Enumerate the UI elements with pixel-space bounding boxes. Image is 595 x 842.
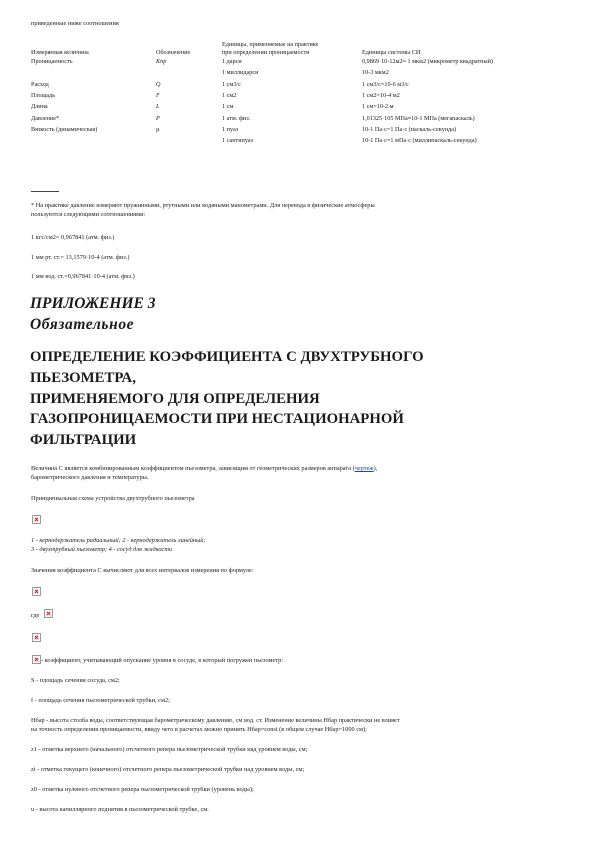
table-row xyxy=(31,137,592,148)
definition-hbar-1: Hбар - высота столба воды, соответствующая барометрическому давлению, см вод. ст. Изменение величины Hбар практически не влияет xyxy=(31,717,400,724)
heading-line: ПРИМЕНЯЕМОГО ДЛЯ ОПРЕДЕЛЕНИЯ xyxy=(30,390,320,407)
broken-image-icon xyxy=(32,633,41,642)
table-cell: 1 см xyxy=(222,103,234,111)
table-row xyxy=(31,69,592,80)
table-header-cell: Единицы системы СИ xyxy=(362,48,421,56)
table-cell: 1 миллидарси xyxy=(222,69,259,77)
para1-tail: ), xyxy=(373,465,378,472)
table-header-row xyxy=(31,41,592,58)
table-cell: 1,01325·105 МПа≈10-1 МПа (мегапаскаль) xyxy=(362,114,475,122)
definition-hbar-2: на точность определения проницаемости, ввиду чего в расчетах можно принять Hбар=const (в общем случае Hбар=1000 см); xyxy=(31,726,367,733)
legend-line-2: 3 - двухтрубный пьезометр; 4 - сосуд для жидкости xyxy=(31,546,173,553)
table-cell: Расход xyxy=(31,80,49,88)
definition-f: f - площадь сечения пьезометрической трубки, см2; xyxy=(31,697,170,704)
table-cell: 1 см=10-2 м xyxy=(362,103,394,111)
definition-s: S - площадь сечения сосуда, см2; xyxy=(31,677,120,684)
footnote-line-1: * На практике давление измеряют пружинными, ртутными или водяными манометрами. Для перевода в физические атмосферы xyxy=(31,202,375,209)
table-row xyxy=(31,126,592,137)
definition-k: - коэффициент, учитывающий опускание уровня в сосуде, в который погружен пьезометр: xyxy=(41,657,284,664)
drawing-link[interactable]: чертеж xyxy=(354,465,374,472)
table-cell xyxy=(156,137,222,148)
definition-z1: z1 - отметка верхнего (начального) отсчетного репера пьезометрической трубки над уровнем воды, см; xyxy=(31,746,308,753)
table-cell: Проницаемость xyxy=(31,58,73,66)
table-cell: 1 дарси xyxy=(222,58,242,66)
table-header-cell: Измеряемая величина xyxy=(31,48,89,56)
footnote-line-2: пользуются следующими соотношениями: xyxy=(31,211,146,218)
table-cell: Длина xyxy=(31,103,48,111)
broken-image-icon xyxy=(32,515,41,524)
definition-zi: zi - отметка текущего (конечного) отсчетного репера пьезометрической трубки над уровнем воды, см; xyxy=(31,766,305,773)
table-cell: F xyxy=(156,92,160,100)
table-cell: Кпр xyxy=(156,58,167,66)
intro-line: приведенные ниже соотношения xyxy=(31,20,119,27)
table-row xyxy=(31,81,592,92)
heading-line: ОПРЕДЕЛЕНИЕ КОЭФФИЦИЕНТА С ДВУХТРУБНОГО xyxy=(30,349,424,365)
legend-line-1: 1 - кернодержатель радиальный; 2 - кернодержатель линейный; xyxy=(31,537,206,544)
broken-image-icon xyxy=(44,609,53,618)
appendix-title: ПРИЛОЖЕНИЕ 3 xyxy=(30,295,156,312)
heading-line: ГАЗОПРОНИЦАЕМОСТИ ПРИ НЕСТАЦИОНАРНОЙ xyxy=(30,411,404,428)
table-cell: µ xyxy=(156,125,160,133)
table-row xyxy=(31,58,592,69)
broken-image-icon xyxy=(32,587,41,596)
formula-intro: Значения коэффициента С вычисляют для всех интервалов измерения по формуле: xyxy=(31,567,254,574)
para1-line-1 xyxy=(31,465,377,473)
definition-u: u - высота капиллярного поднятия в пьезометрической трубке, см. xyxy=(31,806,209,813)
units-table xyxy=(31,41,592,149)
table-cell: Давление* xyxy=(31,114,60,122)
table-row xyxy=(31,115,592,126)
table-row xyxy=(31,92,592,103)
table-cell xyxy=(31,137,156,148)
conversion-mm-water: 1 мм вод. ст.=0,967841·10-4 (атм. физ.) xyxy=(31,273,135,280)
table-cell: P xyxy=(156,114,160,122)
para1-text: Величина С является комбинированным коэффициентом пьезометра, зависящим от геометрических размеров аппарата ( xyxy=(31,465,355,472)
table-cell: 1 см3/с=10-6 м3/с xyxy=(362,80,409,88)
appendix-subtitle: Обязательное xyxy=(30,316,135,333)
table-cell: Q xyxy=(156,80,161,88)
table-cell: 10-3 мкм2 xyxy=(362,69,389,77)
heading-line: ПЬЕЗОМЕТРА, xyxy=(30,369,136,386)
where-label: где xyxy=(31,612,40,619)
table-cell: 10-1 Па·с=1 Па·с (паскаль-секунда) xyxy=(362,125,457,133)
table-cell: 1 см3/с xyxy=(222,80,241,88)
section-heading xyxy=(30,347,500,451)
table-header-cell: Единицы, применяемые на практике при определении проницаемости xyxy=(222,41,319,56)
table-cell: 10-1 Па·с=1 мПа·с (миллипаскаль-секунда) xyxy=(362,137,477,145)
conversion-mm-hg: 1 мм рт. ст.= 13,1579·10-4 (атм. физ.) xyxy=(31,254,130,261)
table-cell: 0,9869·10-12м2≈ 1 мкм2 (микрометр квадратный) xyxy=(362,58,493,66)
table-header-cell: Обозначение xyxy=(156,48,191,56)
table-cell xyxy=(31,69,156,80)
table-cell: Площадь xyxy=(31,92,56,100)
conversion-kgs: 1 кгс/см2= 0,967841 (атм. физ.) xyxy=(31,234,115,241)
schema-label: Принципиальная схема устройства двухтрубного пьезометра xyxy=(31,495,195,502)
table-cell: L xyxy=(156,103,160,111)
table-cell xyxy=(156,69,222,80)
definition-z0: z0 - отметка нулевого отсчетного репера пьезометрической трубки (уровень воды); xyxy=(31,786,254,793)
table-cell: 1 см2 xyxy=(222,92,237,100)
table-cell: 1 пуаз xyxy=(222,125,239,133)
para1-line-2: барометрического давления и температуры. xyxy=(31,474,149,481)
heading-line: ФИЛЬТРАЦИИ xyxy=(30,432,137,449)
table-cell: 1 см2=10-4 м2 xyxy=(362,92,400,100)
table-row xyxy=(31,103,592,114)
broken-image-icon xyxy=(32,655,41,664)
table-cell: 1 атм. физ. xyxy=(222,114,251,122)
footnote-divider xyxy=(31,191,59,192)
table-cell: Вязкость (динамическая) xyxy=(31,125,98,133)
table-cell: 1 сантипуаз xyxy=(222,137,254,145)
